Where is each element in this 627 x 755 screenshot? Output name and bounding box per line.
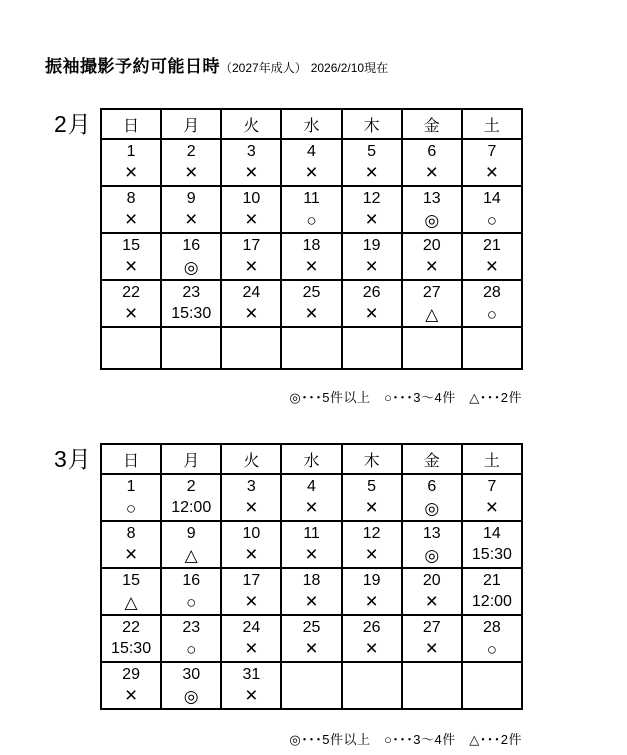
day-number: 6	[427, 478, 437, 495]
availability-status: ×	[485, 255, 499, 278]
availability-status: ×	[365, 161, 378, 184]
day-number: 9	[186, 525, 196, 542]
day-number: 5	[367, 478, 377, 495]
day-cell	[101, 662, 161, 709]
day-cell	[402, 186, 462, 233]
day-cell	[101, 474, 161, 521]
legend-february: ◎･･･5件以上 ○･･･3～4件 △･･･2件	[289, 390, 522, 405]
day-cell	[402, 568, 462, 615]
empty-cell	[101, 327, 161, 369]
day-number: 4	[307, 143, 316, 160]
day-cell	[161, 233, 221, 280]
day-cell	[402, 474, 462, 521]
day-number: 18	[302, 572, 321, 589]
day-number: 27	[422, 619, 441, 636]
day-number: 13	[422, 525, 441, 542]
availability-status: 15:30	[171, 305, 212, 322]
day-cell	[462, 474, 522, 521]
availability-status: ○	[306, 211, 317, 230]
day-cell	[161, 186, 221, 233]
day-cell	[462, 615, 522, 662]
day-cell	[221, 521, 281, 568]
day-number: 9	[186, 190, 196, 207]
availability-status: ○	[486, 640, 498, 659]
availability-status: ◎	[424, 546, 440, 565]
availability-status: ×	[245, 496, 258, 519]
day-cell	[101, 139, 161, 186]
day-number: 15	[122, 237, 140, 254]
availability-status: ×	[305, 590, 318, 613]
weekday-header: 月	[161, 444, 221, 474]
availability-status: ×	[305, 161, 318, 184]
day-cell	[402, 521, 462, 568]
empty-cell	[462, 327, 522, 369]
day-cell	[281, 521, 341, 568]
day-number: 27	[422, 284, 441, 301]
day-number: 3	[246, 143, 256, 160]
availability-status: ×	[245, 590, 258, 613]
day-cell	[342, 521, 402, 568]
weekday-header: 水	[281, 109, 341, 139]
availability-status: ×	[245, 255, 258, 278]
day-cell	[281, 615, 341, 662]
availability-status: ×	[425, 590, 438, 613]
day-number: 12	[362, 525, 381, 542]
day-number: 16	[182, 237, 201, 254]
day-number: 2	[186, 478, 196, 495]
day-number: 1	[126, 143, 136, 160]
availability-status: ×	[425, 161, 438, 184]
title-as-of-date: 2026/2/10現在	[310, 61, 389, 75]
day-number: 23	[182, 619, 201, 636]
calendar-week-row	[101, 521, 522, 568]
availability-status: ×	[305, 637, 318, 660]
availability-status: ×	[245, 637, 258, 660]
day-cell	[462, 280, 522, 327]
day-number: 11	[303, 525, 320, 542]
availability-status: ×	[365, 208, 378, 231]
day-cell	[342, 233, 402, 280]
page-title	[45, 52, 388, 77]
calendar-week-row	[101, 615, 522, 662]
empty-cell	[161, 327, 221, 369]
day-number: 2	[186, 143, 196, 160]
availability-status: ×	[365, 590, 378, 613]
availability-status: 15:30	[111, 640, 152, 657]
availability-status: △	[124, 593, 138, 612]
availability-status: ×	[124, 255, 138, 278]
day-number: 15	[122, 572, 140, 589]
day-number: 17	[242, 572, 261, 589]
day-number: 30	[182, 666, 201, 683]
day-number: 3	[246, 478, 256, 495]
availability-status: ×	[245, 208, 258, 231]
day-cell	[101, 568, 161, 615]
day-cell	[281, 280, 341, 327]
day-cell	[342, 615, 402, 662]
empty-cell	[281, 327, 341, 369]
calendar-week-row	[101, 186, 522, 233]
day-cell	[221, 615, 281, 662]
day-cell	[342, 280, 402, 327]
day-cell	[462, 233, 522, 280]
availability-status: ×	[365, 255, 378, 278]
day-number: 8	[126, 525, 136, 542]
weekday-header: 木	[342, 444, 402, 474]
availability-status: ×	[245, 684, 258, 707]
day-number: 26	[362, 619, 381, 636]
availability-status: ×	[185, 161, 198, 184]
empty-cell	[462, 662, 522, 709]
availability-status: ×	[245, 161, 258, 184]
day-cell	[221, 139, 281, 186]
calendar-week-row	[101, 139, 522, 186]
day-number: 20	[422, 572, 441, 589]
availability-status: ◎	[424, 499, 440, 518]
legend-march: ◎･･･5件以上 ○･･･3～4件 △･･･2件	[289, 732, 522, 747]
availability-status: ×	[425, 255, 438, 278]
weekday-header: 日	[101, 444, 161, 474]
weekday-header: 木	[342, 109, 402, 139]
availability-status: ×	[305, 543, 318, 566]
calendar-week-row	[101, 568, 522, 615]
day-cell	[342, 474, 402, 521]
availability-status: ×	[124, 208, 138, 231]
day-number: 25	[302, 619, 321, 636]
empty-cell	[281, 662, 341, 709]
day-number: 24	[242, 619, 261, 636]
availability-status: ×	[305, 496, 318, 519]
availability-status: ○	[125, 499, 137, 518]
day-number: 19	[362, 237, 381, 254]
month-label-march: 3月	[54, 446, 92, 472]
day-cell	[462, 186, 522, 233]
availability-status: △	[425, 305, 439, 324]
empty-cell	[402, 327, 462, 369]
day-number: 10	[242, 525, 261, 542]
day-cell	[281, 186, 341, 233]
day-cell	[402, 233, 462, 280]
day-cell	[101, 615, 161, 662]
availability-status: ×	[365, 496, 378, 519]
day-number: 1	[126, 478, 136, 495]
availability-status: ×	[245, 543, 258, 566]
day-number: 26	[362, 284, 381, 301]
day-number: 19	[362, 572, 381, 589]
day-cell	[221, 662, 281, 709]
availability-status: ×	[485, 496, 499, 519]
availability-status: ○	[186, 640, 197, 659]
title-main: 振袖撮影予約可能日時	[45, 57, 220, 76]
day-cell	[342, 139, 402, 186]
day-cell	[402, 280, 462, 327]
day-cell	[101, 280, 161, 327]
calendar-week-row	[101, 280, 522, 327]
weekday-header-row	[101, 109, 522, 139]
calendar-week-row	[101, 662, 522, 709]
day-number: 22	[122, 619, 140, 636]
day-number: 14	[483, 190, 501, 207]
weekday-header: 金	[402, 444, 462, 474]
day-number: 5	[367, 143, 377, 160]
day-number: 4	[307, 478, 316, 495]
day-cell	[402, 615, 462, 662]
day-number: 7	[487, 478, 497, 495]
day-cell	[221, 474, 281, 521]
availability-status: ×	[185, 208, 198, 231]
availability-status: ×	[124, 684, 138, 707]
availability-status: ○	[186, 593, 197, 612]
weekday-header: 金	[402, 109, 462, 139]
weekday-header: 月	[161, 109, 221, 139]
weekday-header: 火	[221, 444, 281, 474]
availability-status: ×	[485, 161, 499, 184]
calendar-table-february	[100, 108, 523, 370]
availability-status: 12:00	[171, 499, 212, 516]
day-number: 23	[182, 284, 201, 301]
availability-status: ×	[124, 161, 138, 184]
availability-status: ×	[245, 302, 258, 325]
day-number: 22	[122, 284, 140, 301]
day-number: 12	[362, 190, 381, 207]
day-cell	[221, 280, 281, 327]
empty-cell	[221, 327, 281, 369]
day-cell	[221, 233, 281, 280]
weekday-header: 水	[281, 444, 341, 474]
month-label-february: 2月	[54, 111, 92, 137]
availability-status: 12:00	[471, 593, 512, 610]
availability-status: ◎	[183, 687, 199, 706]
empty-cell	[402, 662, 462, 709]
availability-status: ×	[365, 637, 378, 660]
empty-cell	[342, 662, 402, 709]
day-cell	[161, 280, 221, 327]
day-cell	[462, 521, 522, 568]
day-number: 24	[242, 284, 261, 301]
day-number: 20	[422, 237, 441, 254]
availability-status: ×	[305, 255, 318, 278]
day-number: 17	[242, 237, 261, 254]
day-number: 21	[483, 237, 501, 254]
calendar-table-march	[100, 443, 523, 710]
day-cell	[161, 521, 221, 568]
day-number: 31	[242, 666, 261, 683]
day-cell	[101, 521, 161, 568]
day-cell	[161, 139, 221, 186]
day-cell	[221, 186, 281, 233]
day-cell	[281, 474, 341, 521]
day-cell	[101, 186, 161, 233]
day-number: 25	[302, 284, 321, 301]
availability-status: ○	[486, 305, 498, 324]
weekday-header: 土	[462, 109, 522, 139]
day-cell	[281, 233, 341, 280]
calendar-week-row	[101, 233, 522, 280]
day-number: 29	[122, 666, 140, 683]
day-cell	[342, 568, 402, 615]
day-number: 18	[302, 237, 321, 254]
availability-status: ◎	[183, 258, 199, 277]
day-number: 10	[242, 190, 261, 207]
calendar-week-row	[101, 327, 522, 369]
day-cell	[402, 139, 462, 186]
weekday-header-row	[101, 444, 522, 474]
availability-status: ×	[365, 543, 378, 566]
day-cell	[462, 568, 522, 615]
calendar-week-row	[101, 474, 522, 521]
day-number: 21	[483, 572, 501, 589]
day-cell	[281, 568, 341, 615]
day-number: 7	[487, 143, 497, 160]
weekday-header: 土	[462, 444, 522, 474]
availability-status: ◎	[424, 211, 440, 230]
day-cell	[161, 568, 221, 615]
day-cell	[462, 139, 522, 186]
day-number: 13	[422, 190, 441, 207]
day-number: 28	[483, 619, 501, 636]
day-number: 14	[483, 525, 501, 542]
weekday-header: 火	[221, 109, 281, 139]
day-number: 6	[427, 143, 437, 160]
availability-status: ○	[486, 211, 498, 230]
day-number: 8	[126, 190, 136, 207]
day-number: 11	[303, 190, 320, 207]
day-cell	[101, 233, 161, 280]
day-number: 28	[483, 284, 501, 301]
day-cell	[161, 615, 221, 662]
day-cell	[161, 662, 221, 709]
day-cell	[161, 474, 221, 521]
availability-status: ×	[124, 543, 138, 566]
availability-status: ×	[124, 302, 138, 325]
availability-status: ×	[305, 302, 318, 325]
availability-status: ×	[365, 302, 378, 325]
empty-cell	[342, 327, 402, 369]
availability-status: ×	[425, 637, 438, 660]
weekday-header: 日	[101, 109, 161, 139]
availability-status: 15:30	[471, 546, 512, 563]
availability-status: △	[184, 546, 198, 565]
day-cell	[281, 139, 341, 186]
title-subtitle: （2027年成人）	[220, 61, 307, 75]
day-cell	[342, 186, 402, 233]
day-number: 16	[182, 572, 201, 589]
day-cell	[221, 568, 281, 615]
